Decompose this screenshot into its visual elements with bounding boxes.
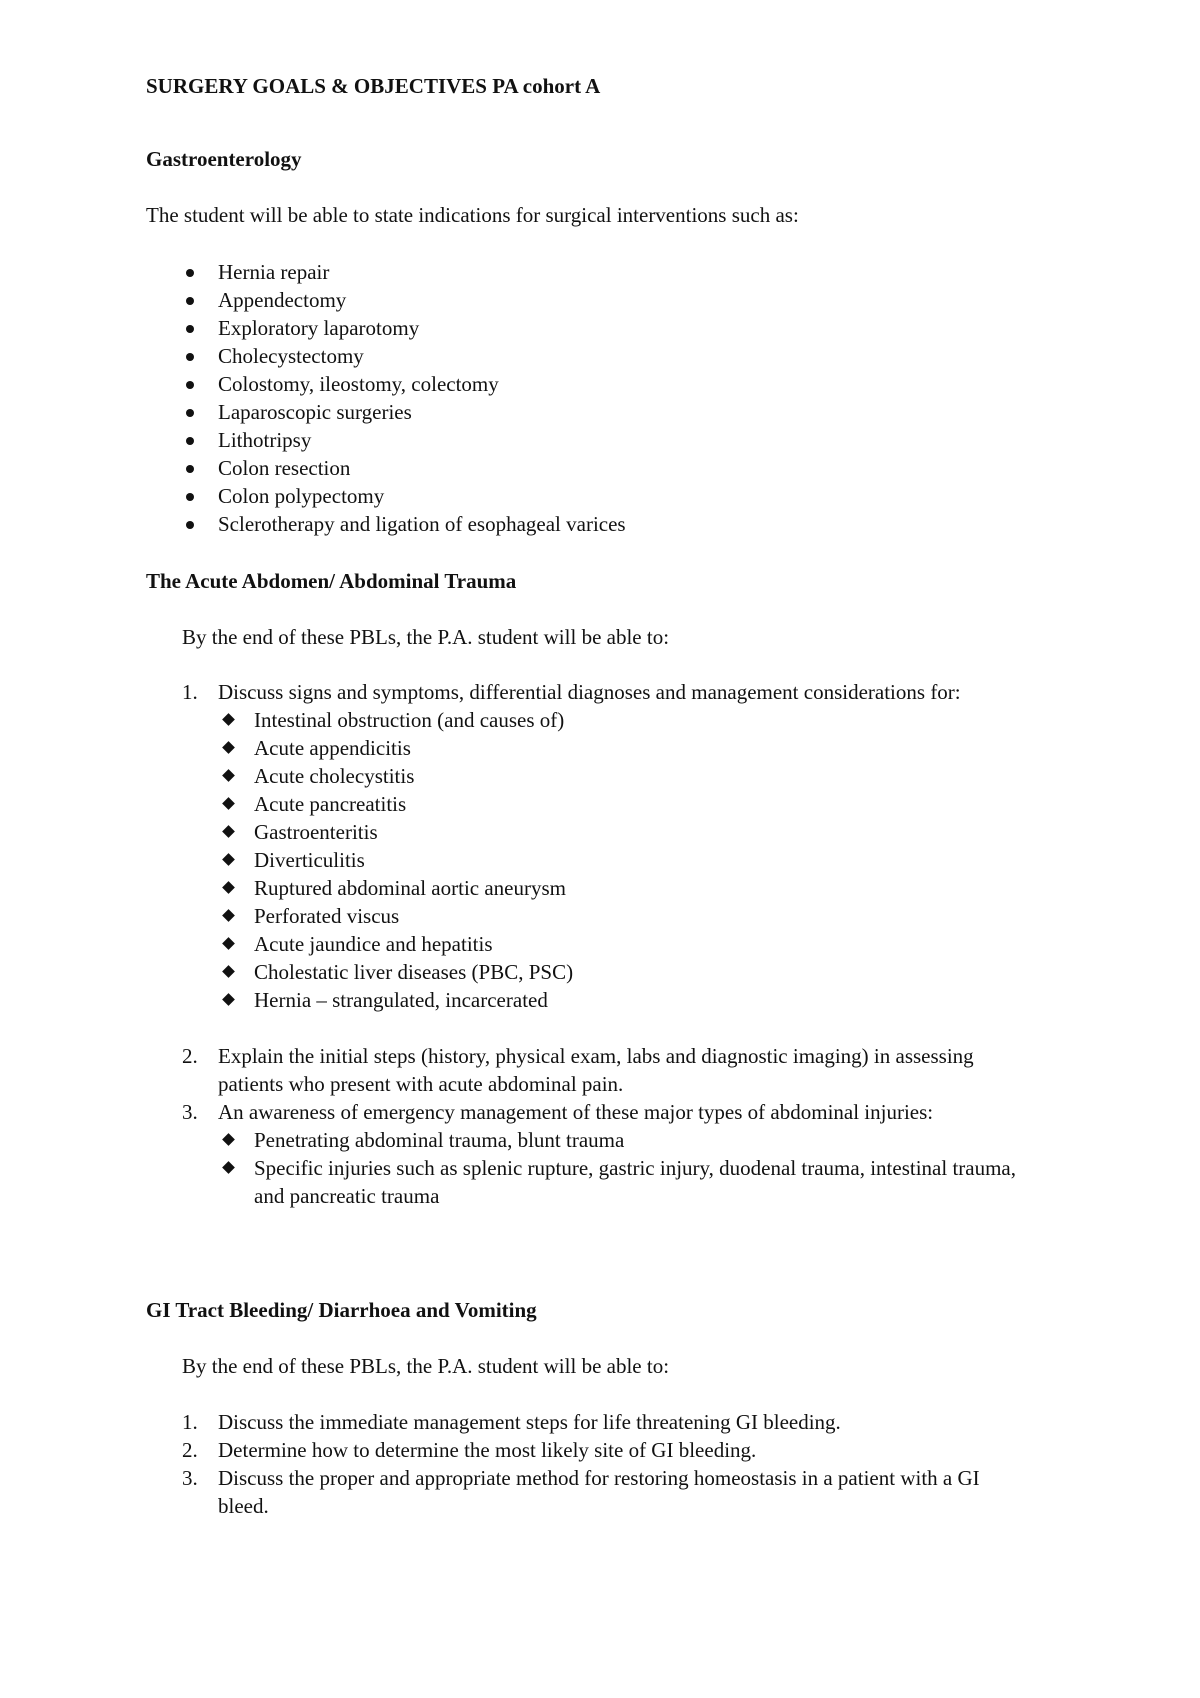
diamond-bullet-icon: [222, 1161, 235, 1174]
list-item: Acute pancreatitis: [218, 790, 1026, 818]
objective-item: [146, 1436, 1026, 1464]
diamond-bullet-icon: [222, 741, 235, 754]
diamond-bullet-icon: [222, 993, 235, 1006]
objective-text: Discuss the proper and appropriate method for restoring homeostasis in a patient with a GI bleed.: [218, 1466, 980, 1518]
list-item: Specific injuries such as splenic rupture, gastric injury, duodenal trauma, intestinal trauma, and pancreatic trauma: [218, 1154, 1026, 1210]
list-item: Perforated viscus: [218, 902, 1026, 930]
objective-number: 3.: [182, 1100, 198, 1124]
list-item: Sclerotherapy and ligation of esophageal varices: [146, 510, 626, 538]
list-item: Hernia repair: [146, 258, 626, 286]
diamond-bullet-icon: [222, 713, 235, 726]
diamond-bullet-icon: [222, 1133, 235, 1146]
diamond-bullet-icon: [222, 769, 235, 782]
list-item: Acute appendicitis: [218, 734, 1026, 762]
bullet-icon: [186, 325, 194, 333]
diamond-bullet-icon: [222, 881, 235, 894]
diamond-bullet-icon: [222, 853, 235, 866]
objective-number: 2.: [182, 1438, 198, 1462]
objective-item: [146, 678, 1026, 1014]
list-item: Cholecystectomy: [146, 342, 626, 370]
list-item: Penetrating abdominal trauma, blunt trauma: [218, 1126, 1026, 1154]
list-item: Cholestatic liver diseases (PBC, PSC): [218, 958, 1026, 986]
list-item: Acute jaundice and hepatitis: [218, 930, 1026, 958]
injury-list: [218, 1126, 1026, 1210]
gastro-intro: The student will be able to state indications for surgical interventions such as:: [146, 203, 799, 227]
diamond-bullet-icon: [222, 797, 235, 810]
list-item: Colon resection: [146, 454, 626, 482]
objective-number: 3.: [182, 1466, 198, 1490]
acute-intro: By the end of these PBLs, the P.A. student will be able to:: [182, 625, 670, 649]
bullet-icon: [186, 521, 194, 529]
bullet-icon: [186, 381, 194, 389]
objective-item: [146, 1408, 1026, 1436]
list-item: Laparoscopic surgeries: [146, 398, 626, 426]
objective-number: 2.: [182, 1044, 198, 1068]
gi-objectives-list: [146, 1408, 1026, 1520]
objective-number: 1.: [182, 1410, 198, 1434]
section-heading-acute-abdomen: The Acute Abdomen/ Abdominal Trauma: [146, 569, 517, 593]
condition-list: [218, 706, 1026, 1014]
list-item: Colostomy, ileostomy, colectomy: [146, 370, 626, 398]
objective-item: [146, 1098, 1026, 1210]
document-title: SURGERY GOALS & OBJECTIVES PA cohort A: [146, 74, 601, 98]
objective-number: 1.: [182, 680, 198, 704]
diamond-bullet-icon: [222, 937, 235, 950]
section-heading-gastroenterology: Gastroenterology: [146, 147, 302, 171]
acute-objectives-list: [146, 678, 1026, 1210]
list-item: Ruptured abdominal aortic aneurysm: [218, 874, 1026, 902]
list-item: Lithotripsy: [146, 426, 626, 454]
objective-item: [146, 1042, 1026, 1098]
objective-text: Determine how to determine the most likely site of GI bleeding.: [218, 1438, 757, 1462]
objective-item: [146, 1464, 1026, 1520]
section-heading-gi-bleeding: GI Tract Bleeding/ Diarrhoea and Vomiting: [146, 1298, 537, 1322]
diamond-bullet-icon: [222, 825, 235, 838]
gi-intro: By the end of these PBLs, the P.A. student will be able to:: [182, 1354, 670, 1378]
list-item: Hernia – strangulated, incarcerated: [218, 986, 1026, 1014]
bullet-icon: [186, 353, 194, 361]
diamond-bullet-icon: [222, 965, 235, 978]
gastro-interventions-list: [146, 258, 626, 538]
list-item: Appendectomy: [146, 286, 626, 314]
list-item: Diverticulitis: [218, 846, 1026, 874]
bullet-icon: [186, 437, 194, 445]
list-item: Colon polypectomy: [146, 482, 626, 510]
objective-text: Explain the initial steps (history, physical exam, labs and diagnostic imaging) in assessing patients who present with acute abdominal pain.: [218, 1044, 974, 1096]
bullet-icon: [186, 297, 194, 305]
list-item: Acute cholecystitis: [218, 762, 1026, 790]
bullet-icon: [186, 269, 194, 277]
bullet-icon: [186, 409, 194, 417]
list-item: Exploratory laparotomy: [146, 314, 626, 342]
list-item: Gastroenteritis: [218, 818, 1026, 846]
list-item: Intestinal obstruction (and causes of): [218, 706, 1026, 734]
bullet-icon: [186, 465, 194, 473]
objective-text: An awareness of emergency management of these major types of abdominal injuries:: [218, 1100, 934, 1124]
objective-text: Discuss signs and symptoms, differential diagnoses and management considerations for:: [218, 680, 961, 704]
bullet-icon: [186, 493, 194, 501]
objective-text: Discuss the immediate management steps for life threatening GI bleeding.: [218, 1410, 841, 1434]
diamond-bullet-icon: [222, 909, 235, 922]
